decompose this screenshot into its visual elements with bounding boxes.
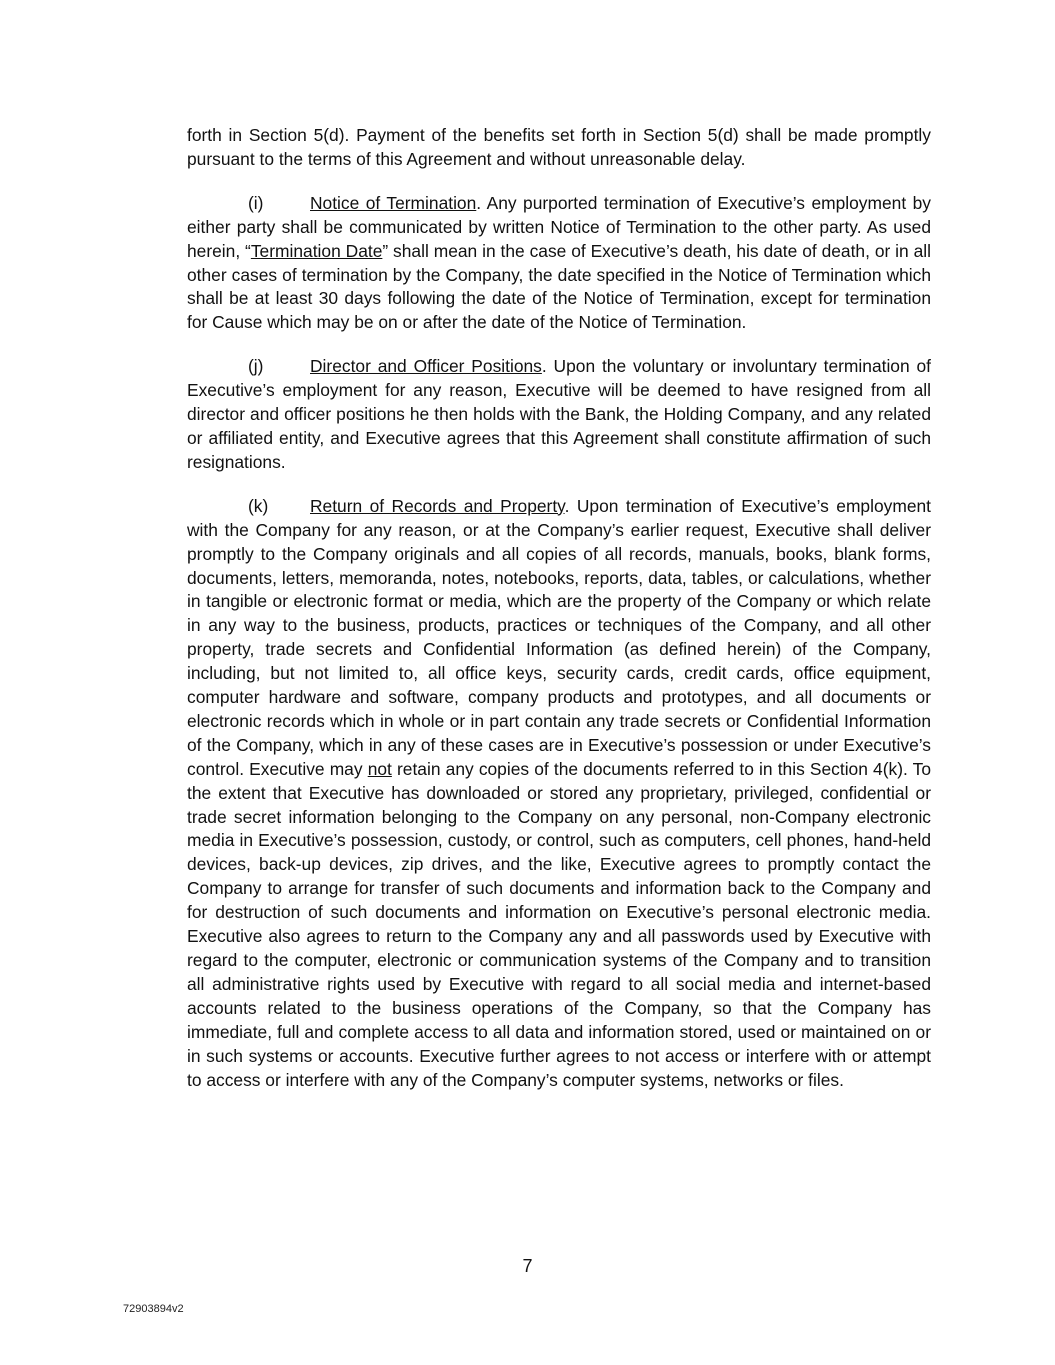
intro-paragraph-text: forth in Section 5(d). Payment of the benefits set forth in Section 5(d) shall be made promptly pursuant to the terms of this Agreement and without unreasonable delay. — [187, 125, 931, 169]
termination-date-term: Termination Date — [250, 240, 383, 261]
section-i-heading: Notice of Termination — [310, 192, 477, 213]
intro-paragraph — [187, 124, 931, 172]
section-i-text-part2: ” shall mean in the case of Executive’s death, his date of death, or in all other cases of termination by the Company, the date specified in the Notice of Termination which shall be at least 30 days following the date of the Notice of Termination, except for termination for Cause which may be on or after the date of the Notice of Termination. — [187, 240, 931, 333]
section-j-label: (j) — [248, 356, 264, 377]
section-k-text-part1: . Upon termination of Executive’s employment with the Company for any reason, or at the Company’s earlier request, Executive shall deliver promptly to the Company originals and all copies of all records, manuals, books, blank forms, documents, letters, memoranda, notes, notebooks, reports, data, tables, or calculations, whether in tangible or electronic format or media, which are the property of the Company or which relate in any way to the business, products, practices or techniques of the Company, and all other property, trade secrets and Confidential Information (as defined herein) of the Company, including, but not limited to, all office keys, security cards, credit cards, office equipment, computer hardware and software, company products and prototypes, and all documents or electronic records which in whole or in part contain any trade secrets or Confidential Information of the Company, which in any of these cases are in Executive’s possession or under Executive’s control. Executive may — [187, 495, 931, 779]
section-j-text: . Upon the voluntary or involuntary termination of Executive’s employment for any reason, Executive will be deemed to have resigned from all director and officer positions he then holds with the Bank, the Holding Company, and any related or affiliated entity, and Executive agrees that this Agreement shall constitute affirmation of such resignations. — [187, 356, 931, 472]
section-k-emphasis-not: not — [367, 758, 392, 779]
section-k-heading: Return of Records and Property — [310, 495, 565, 516]
section-k-text-part2: retain any copies of the documents referred to in this Section 4(k). To the extent that Executive has downloaded or stored any proprietary, privileged, confidential or trade secret information belonging to the Company on any personal, non-Company electronic media in Executive’s possession, custody, or control, such as computers, cell phones, hand-held devices, back-up devices, zip drives, and the like, Executive agrees to promptly contact the Company to arrange for transfer of such documents and information back to the Company and for destruction of such documents and information on Executive’s personal electronic media. Executive also agrees to return to the Company any and all passwords used by Executive with regard to the computer, electronic or communication systems of the Company and to transition all administrative rights used by Executive with regard to all social media and internet-based accounts related to the business operations of the Company, so that the Company has immediate, full and complete access to all data and information stored, used or maintained on or in such systems or accounts. Executive further agrees to not access or interfere with or attempt to access or interfere with any of the Company’s computer systems, networks or files. — [187, 758, 932, 1090]
document-body — [187, 124, 931, 1112]
section-i-text-part1: . Any purported termination of Executive’s employment by either party shall be communicated by written Notice of Termination to the other party. As used herein, “ — [187, 192, 931, 261]
section-k-paragraph — [187, 495, 931, 1093]
section-k-label: (k) — [248, 495, 269, 516]
document-id: 72903894v2 — [123, 1303, 184, 1315]
section-j-heading: Director and Officer Positions — [310, 356, 542, 377]
page-number: 7 — [522, 1256, 533, 1276]
section-i-label: (i) — [248, 192, 264, 213]
section-j-paragraph — [187, 355, 931, 475]
section-i-paragraph — [187, 192, 931, 335]
